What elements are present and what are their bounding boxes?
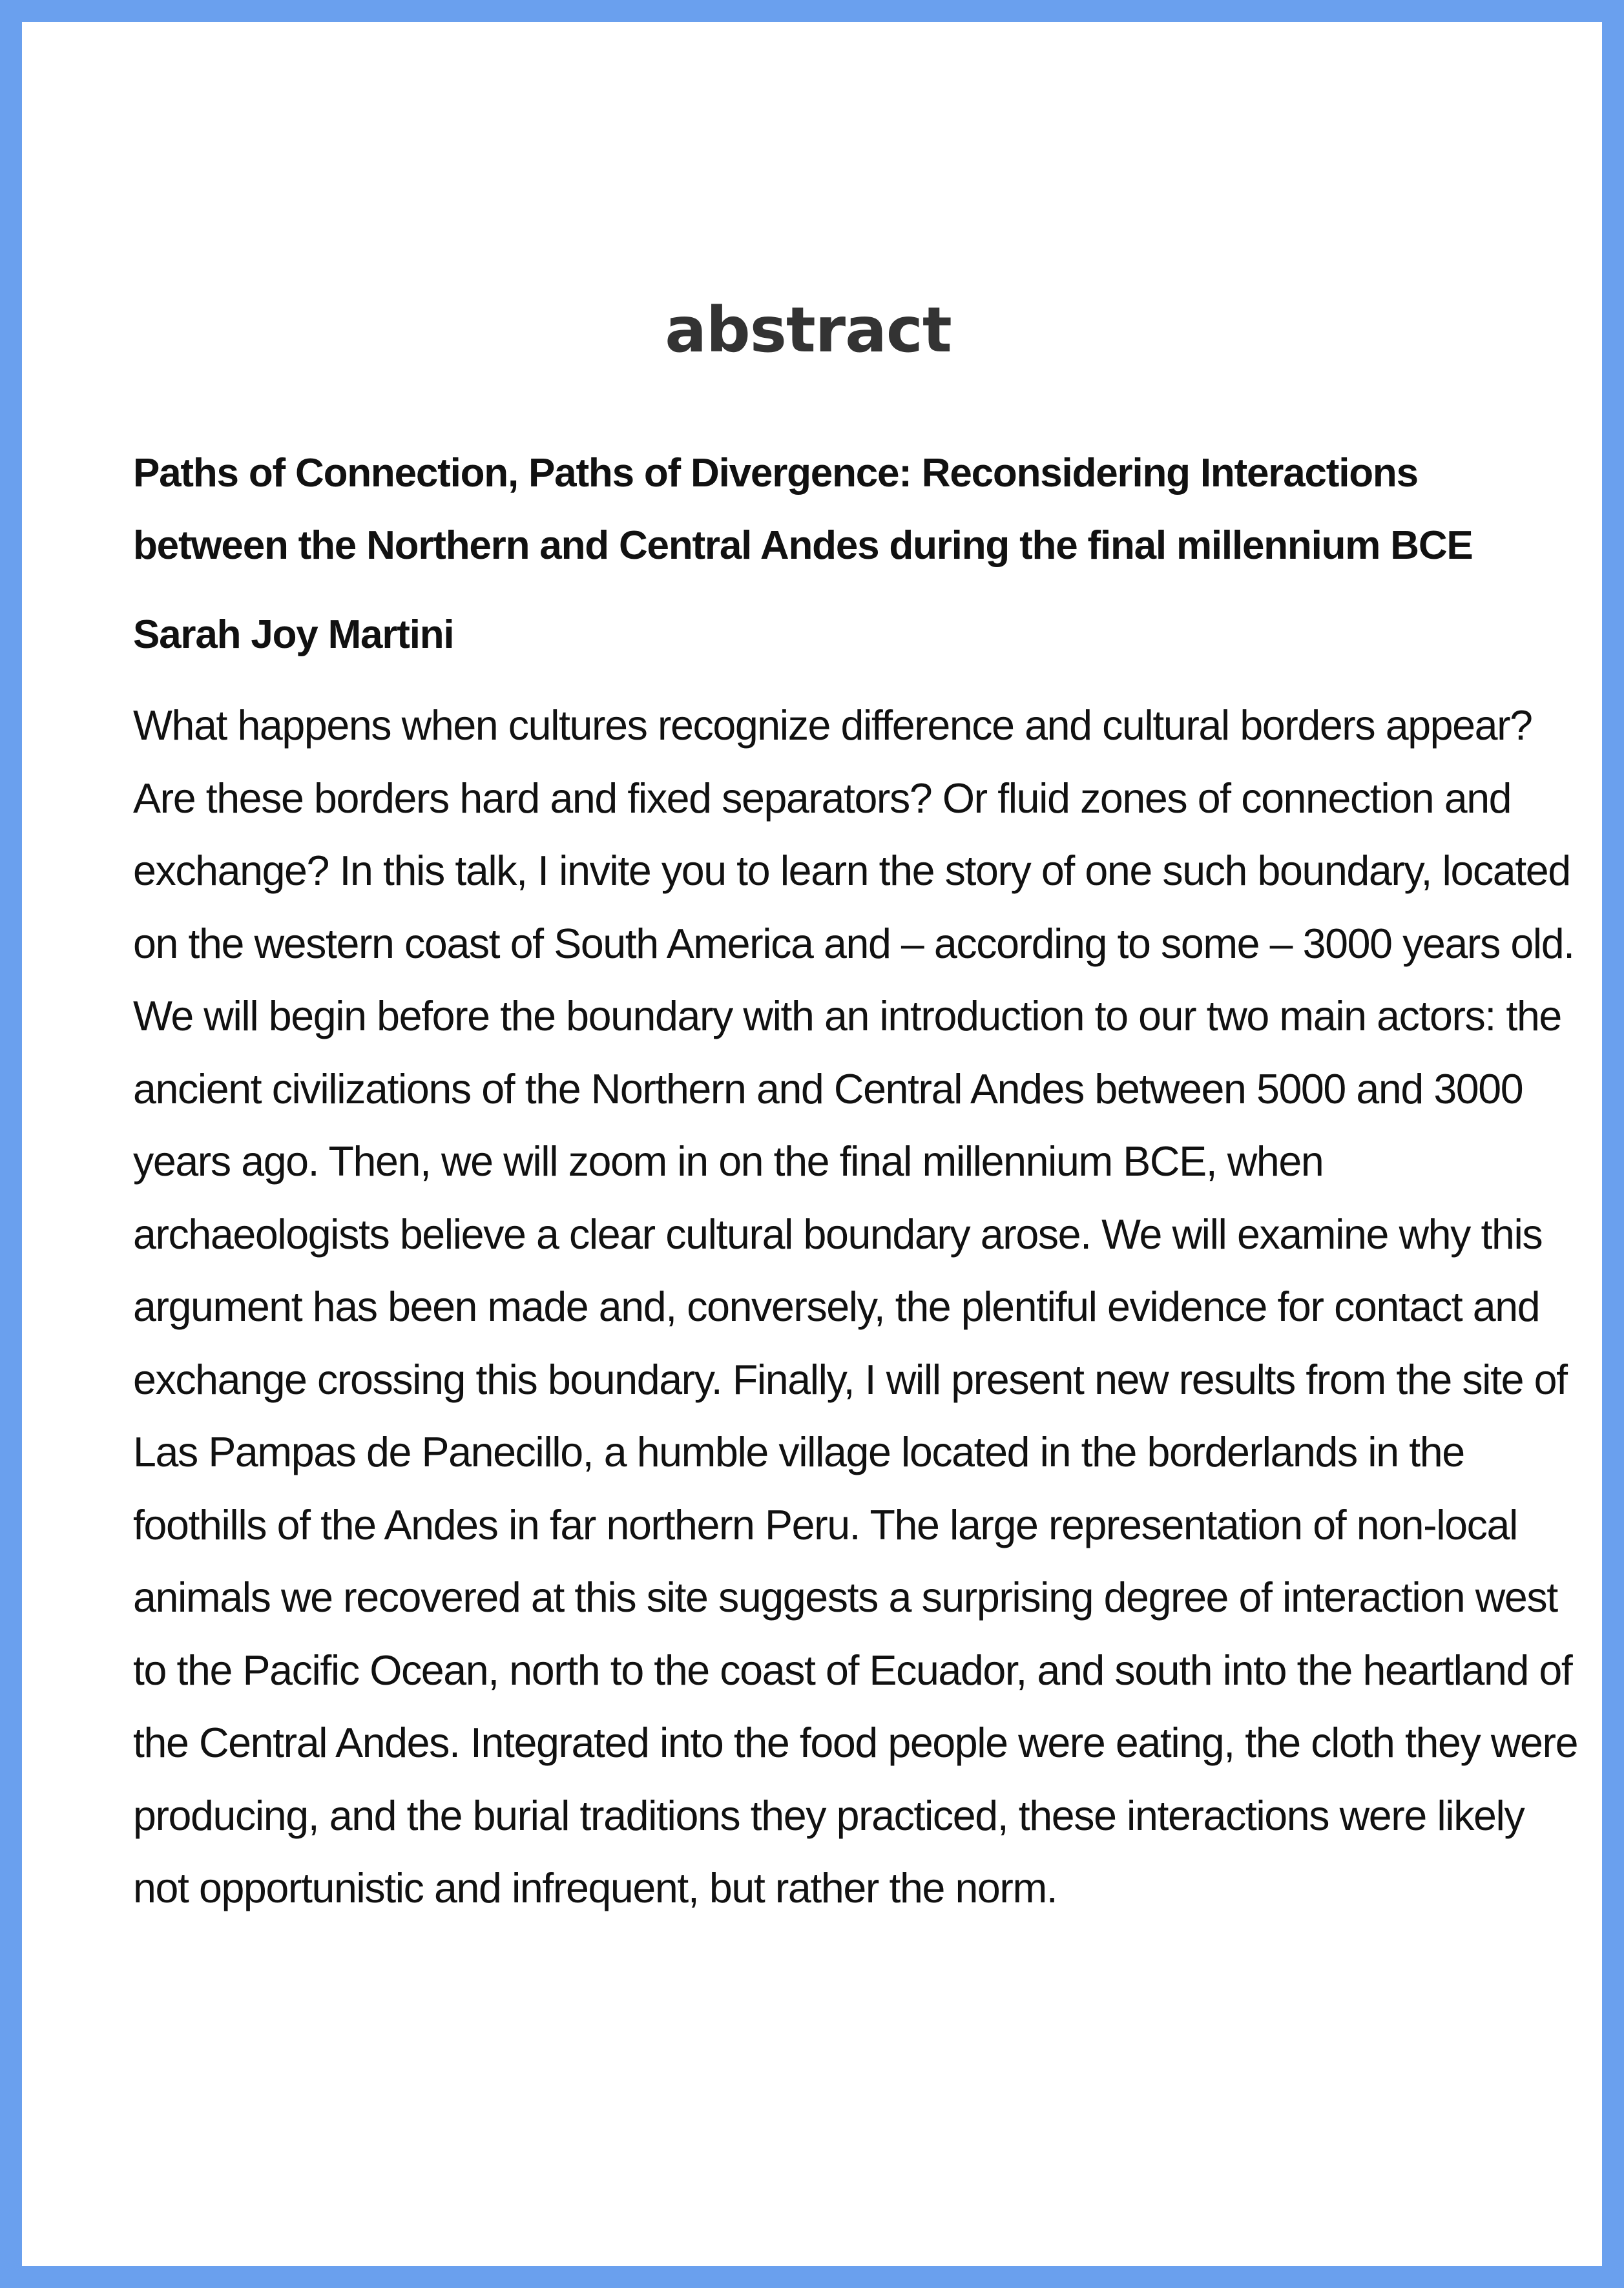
page-heading: abstract [665,294,952,366]
author-name: Sarah Joy Martini [133,612,454,658]
talk-title: Paths of Connection, Paths of Divergence: Reconsidering Interactions between the Northern and Central Andes during the final millennium BCE [133,451,1473,568]
abstract-body: What happens when cultures recognize difference and cultural borders appear? Are these borders hard and fixed separators? Or fluid zones of connection and exchange? In this talk, I invite you to learn the story of one such boundary, located on the western coast of South America and – according to some – 3000 years old. We will begin before the boundary with an introduction to our two main actors: the ancient civilizations of the Northern and Central Andes between 5000 and 3000 years ago. Then, we will zoom in on the final millennium BCE, when archaeologists believe a clear cultural boundary arose. We will examine why this argument has been made and, conversely, the plentiful evidence for contact and exchange crossing this boundary. Finally, I will present new results from the site of Las Pampas de Panecillo, a humble village located in the borderlands in the foothills of the Andes in far northern Peru. The large representation of non-local animals we recovered at this site suggests a surprising degree of interaction west to the Pacific Ocean, north to the coast of Ecuador, and south into the heartland of the Central Andes. Integrated into the food people were eating, the cloth they were producing, and the burial traditions they practiced, these interactions were likely not opportunistic and infrequent, but rather the norm. [133,702,1578,1912]
abstract-content [133,293,1580,1925]
